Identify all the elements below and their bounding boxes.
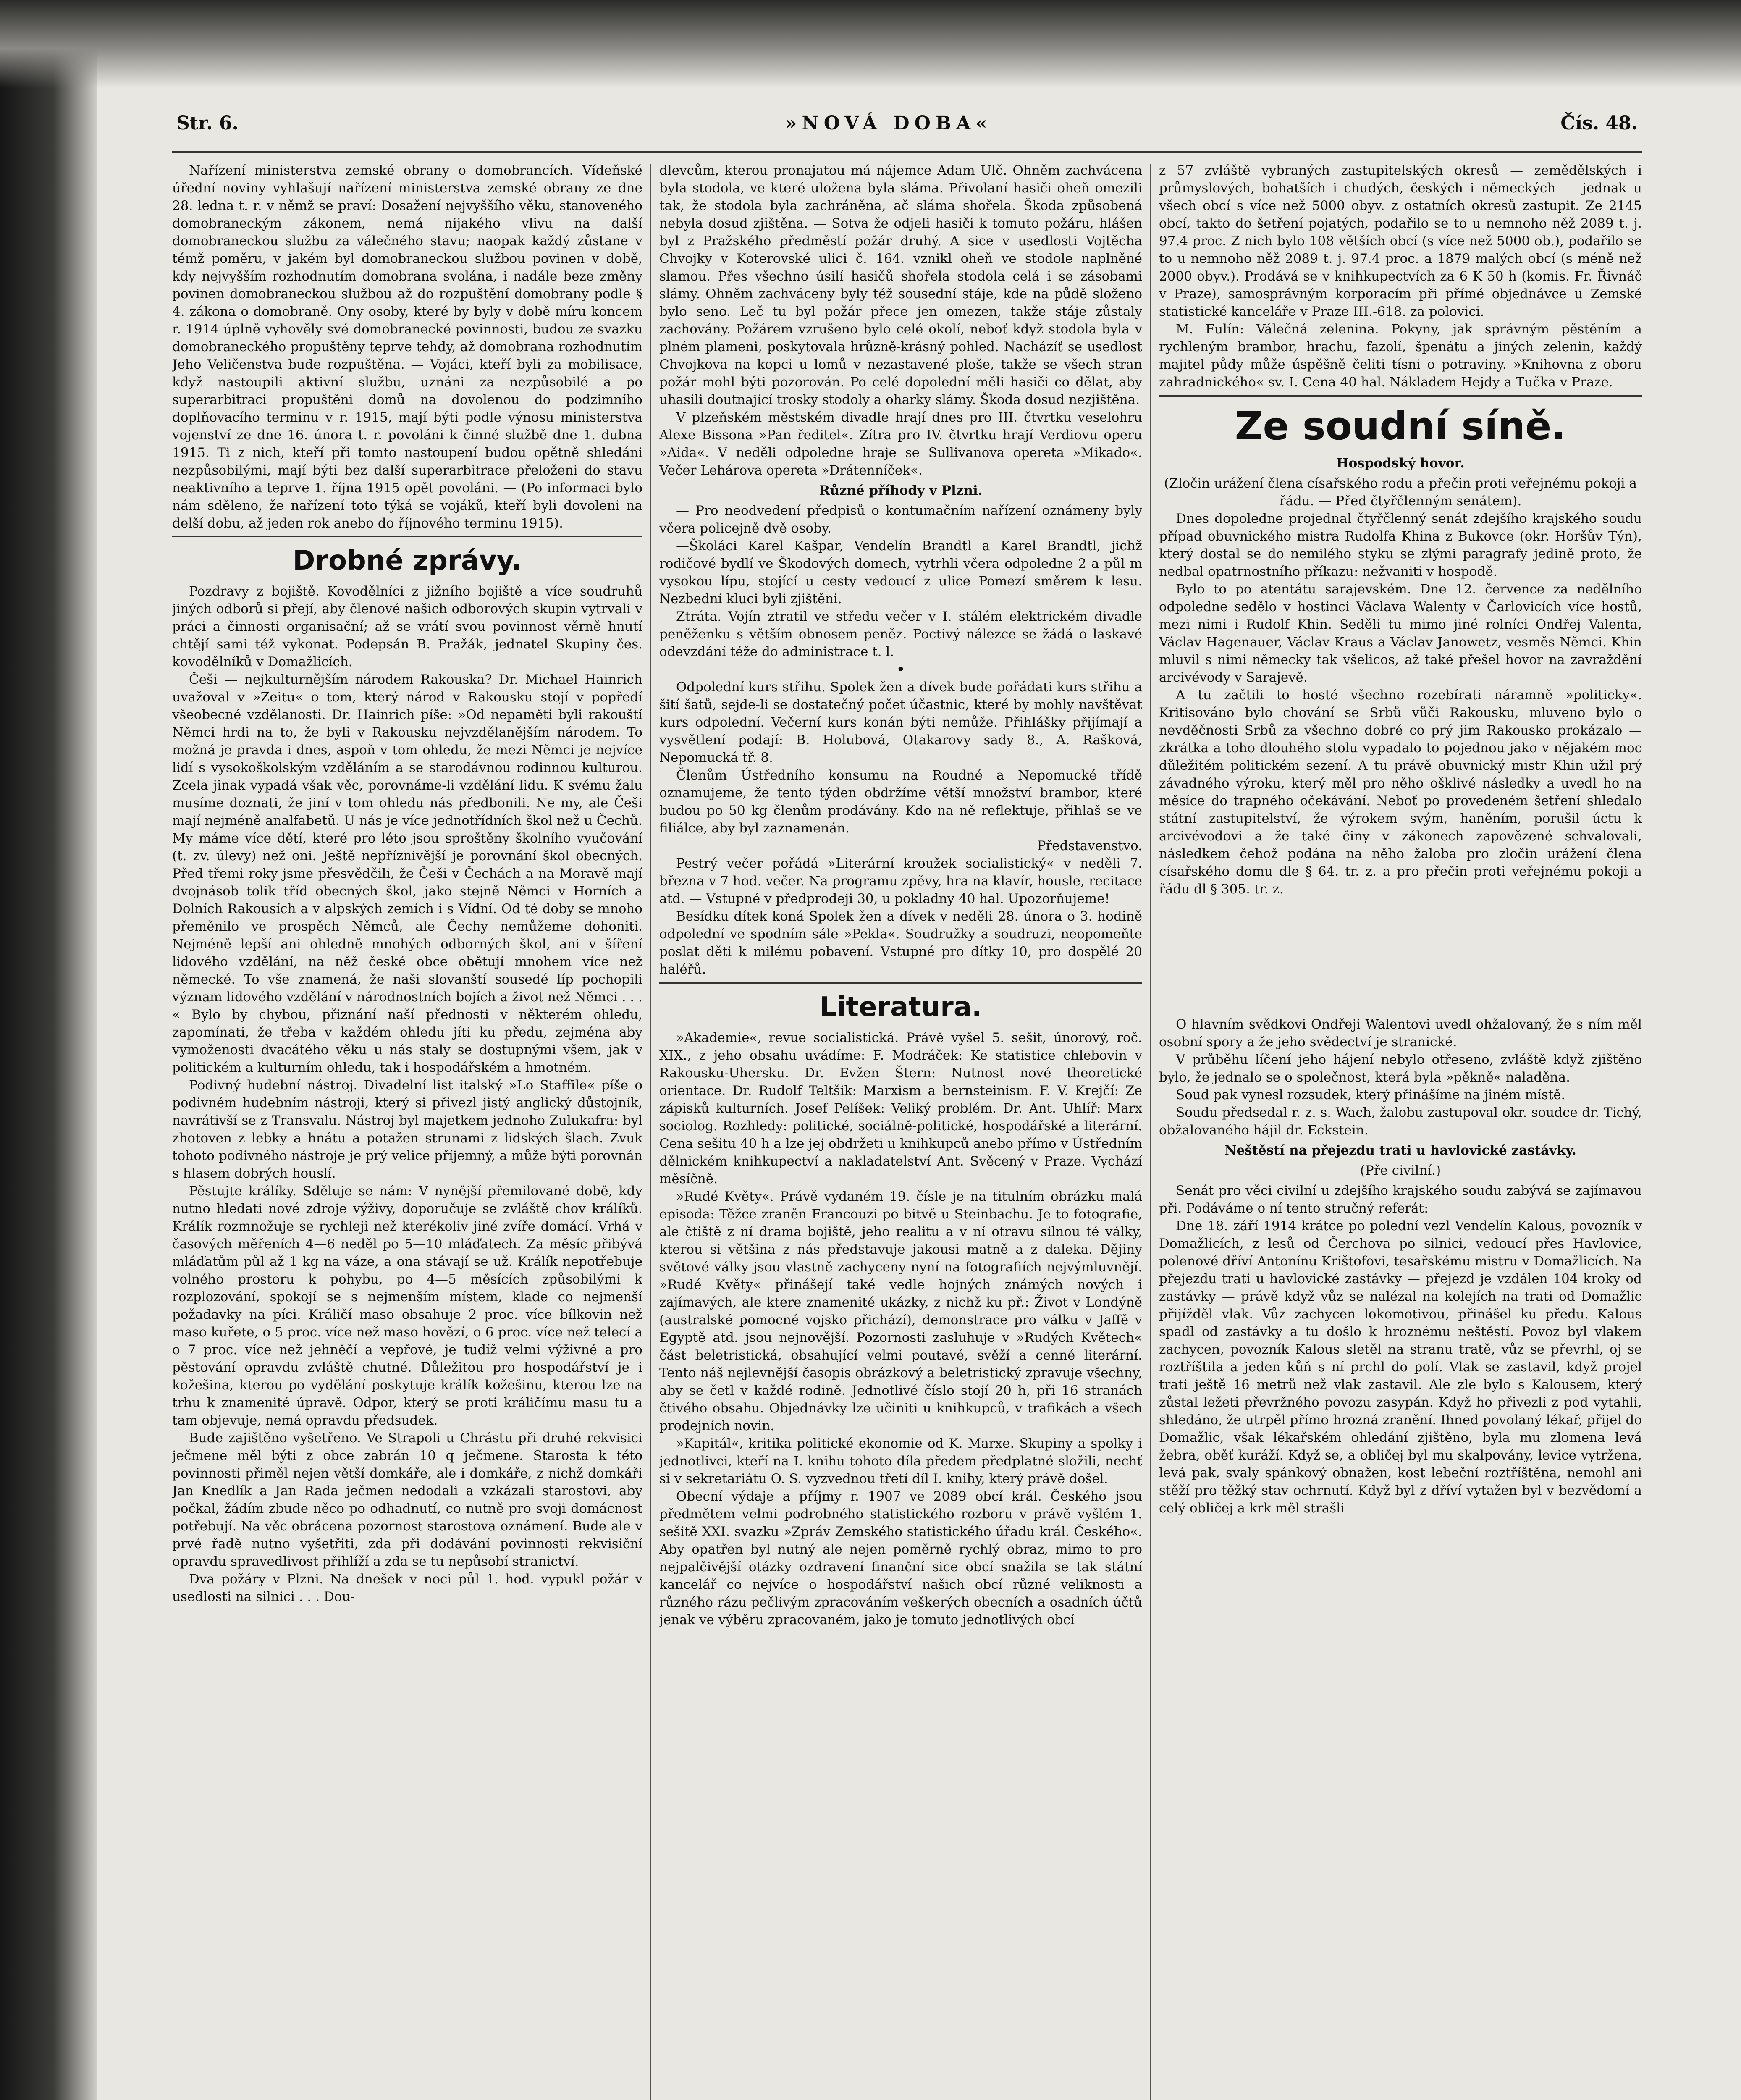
article-kraliky: Pěstujte králíky. Sděluje se nám: V nynější přemilované době, kdy nutno hledati nové zdroje výživy, doporučuje se zvláště chov králíků. Králík rozmnožuje se rychleji než kterékoliv jiné zvíře domácí. Vrhá v časových měřeních 4—6 neděl po 5—10 mláďatech. Za měsíc přibývá mláďatům půl až 1 kg na váze, a ona stávají se už. Králík nepotřebuje volného prostoru k pohybu, po 4—5 měsících způsobilými k rozplozování, spokojí se s nejmenším místem, klade co nejmenší požadavky na píci. Králičí maso obsahuje 2 proc. více bílkovin než maso kuřete, o 5 proc. více než maso hovězí, o 6 proc. více než telecí a o 7 proc. více než jehněčí a vepřové, je tudíž velmi výživné a pro pěstování opravdu zvláště chutné. Důležitou pro hospodářství je i kožešina, kterou po vydělání poskytuje králík kožešinu, kterou lze na trhu k znamenité úpravě. Odpor, který se proti králičímu masu tu a tam objevuje, nemá opravdu předsudek.	[172, 1184, 642, 1428]
article-kapital: »Kapitál«, kritika politické ekonomie od K. Marxe. Skupiny a spolky i jednotlivci, kteří na I. knihu tohoto díla předem předplatné složili, nechť si v sekretariátu O. S. vyzvednou třetí díl I. knihy, který právě došel.	[659, 1436, 1142, 1486]
article-cesi: Češi — nejkulturnějším národem Rakouska? Dr. Michael Hainrich uvažoval v »Zeitu« o tom, který národ v Rakousku stojí v popředí všeobecné vzdělanosti. Dr. Hainrich píše: »Od nepaměti byli rakouští Němci hrdi na to, že byli v Rakousku nejvzdělanějším národem. To možná je pravda i dnes, aspoň v tom ohledu, že mezi Němci je nejvíce lidí s vysokoškolským vzděláním a se starodávnou rodinnou kulturou. Zcela jinak vypadá však věc, porovnáme-li vzdělání lidu. K svému žalu musíme doznati, že jiní v tom ohledu nás předbonili. Ne my, ale Češi mají nejméně analfabetů. U nás je více jednotřídních škol než u Čechů. My máme více dětí, které pro léto jsou sproštěny školního vyučování (t. zv. úlevy) než oni. Ještě nepříznivější je porovnání škol obecných. Před třemi roky jsme přesvědčili, že Češi v Čechách a na Moravě mají dvojnásob tolik tříd obecných škol, jako stejně Němci v Horních a Dolních Rakousích a v alpských zemích i s Vídní. Od té doby se mnoho přeměnilo ve prospěch Němců, ale Čechy nemůžeme dohoniti. Nejméně lepší ani ohledně mnohých odborných škol, ani v šíření lidového vzdělání, na něž české obce obětují mnohem více než německé. To vše znamená, že naši slovanští sousedé líp pochopili význam lidového vzdělání v národnostních bojích a život než Němci . . . « Bylo by chybou, přiznání naší přednosti v některém ohledu, zapomínati, že třeba v každém ohledu jíti ku předu, zejména aby vymoženosti dvacátého věku u nás staly se dostupnými všem, jak v politickém a kulturním ohledu, tak i hospodářském a hmotném.	[172, 672, 642, 1075]
article-khin-7: Soudu předsedal r. z. s. Wach, žalobu zastupoval okr. soudce dr. Tichý, obžalovaného hájil dr. Eckstein.	[1159, 1105, 1642, 1138]
section-divider	[659, 982, 1142, 984]
article-khin-3: A tu začtili to hosté všechno rozebírati náramně »politicky«. Kritisováno bylo chování se Srbů vůči Rakousku, mluveno bylo o nevděčnosti Srbů za všechno dobré co prý jim Rakousko prokázalo — zkrátka a toho dlouhého stolu vypadalo to pojednou jako v nějakém moc důležitém politickém sezení. A tu právě obuvnický mistr Khin užil prý závadného výroku, který měl pro něho ošklivé následky a uvedl ho na měsíce do trapného očekávání. Neboť po provedeném šetření shledalo státní zastupitelství, že výrokem svým, haněním, porušil úctu k arcivévodovi a že také činy v zákonech zapovězené schvalovali, následkem čehož podána na něho žaloba pro zločin urážení člena císařského domu dle § 64. tr. z. a pro přečin proti veřejnému pokoji a řádu dl § 305. tr. z.	[1159, 688, 1642, 897]
blank-space	[1159, 898, 1642, 1016]
article-obecni-vydaje: Obecní výdaje a příjmy r. 1907 ve 2089 obcí král. Českého jsou předmětem velmi podrobného statistického rozboru v právě vyšlém 1. sešitě XXI. svazku »Zpráv Zemského statistického úřadu král. Českého«. Aby opatřen byl nutný ale nejen poměrně rychlý obraz, mimo to pro nejpalčivější otázky ozdravení finanční sice obcí snažila se tak státní kancelář co nejvíce o hospodářství našich obcí různé veliknosti a různého rázu pečlivým zpracováním veškerých obecních a osadních účtů jenak ve výběru zpracovaném, jako je tomuto jednotlivých obcí	[659, 1489, 1142, 1628]
article-khin-1: Dnes dopoledne projednal čtyřčlenný senát zdejšího krajského soudu případ obuvnického mistra Rudolfa Khina z Bukovce (okr. Horšův Týn), který dostal se do nemilého styku se zlými paragrafy jedině proto, že nedbal opatrnostního příkazu: nežvaniti v hospodě.	[1159, 511, 1642, 579]
article-khin-5: V průběhu líčení jeho hájení nebylo otřeseno, zvláště když zjištěno bylo, že jednalo se o společnost, která byla »pěkně« naladěna.	[1159, 1052, 1642, 1085]
case-lead: (Zločin urážení člena císařského rodu a přečin proti veřejnému pokoji a řádu. — Před čtyřčlenným senátem).	[1164, 476, 1637, 509]
issue-number: Čís. 48.	[1560, 113, 1638, 134]
subheading-hospodsky-hovor: Hospodský hovor.	[1336, 456, 1465, 471]
page-header	[176, 113, 1638, 146]
article-khin-6: Soud pak vynesl rozsudek, který přinášíme na jiném místě.	[1176, 1087, 1565, 1102]
header-rule	[172, 151, 1642, 153]
column-divider	[1150, 164, 1151, 2100]
article-valecna-zelenina: M. Fulín: Válečná zelenina. Pokyny, jak správným pěstěním a rychleným brambor, hrachu, fazolí, špenátu a jiných zelenin, každý majitel půdy může úspěšně čeliti tísni o potraviny. »Knihovna z oboru zahradnického« sv. I. Cena 40 hal. Nákladem Hejdy a Tučka v Praze.	[1159, 322, 1642, 390]
article-kurs-strihu: Odpolední kurs střihu. Spolek žen a dívek bude pořádati kurs střihu a šití šatů, sejde-li se dostatečný počet účastnic, které by mohly navštěvat kurs odpolední. Večerní kurs konán býti nemůže. Přihlášky přijímají a vysvětlení podají: B. Holubová, Otakarovy sady 8., A. Rašková, Nepomucká tř. 8.	[659, 680, 1142, 765]
newspaper-title: »NOVÁ DOBA«	[785, 113, 992, 134]
subheading-civilni: (Pře civilní.)	[1360, 1163, 1441, 1178]
section-divider	[1159, 395, 1642, 397]
article-kontumace: — Pro neodvedení předpisů o kontumačním nařízení oznámeny byly včera policejně dvě osoby.	[659, 503, 1142, 536]
article-dva-pozary: Dva požáry v Plzni. Na dnešek v noci půl 1. hod. vypukl požár v usedlosti na silnici . . . Dou-	[172, 1572, 642, 1604]
article-domobrana: Nařízení ministerstva zemské obrany o domobrancích. Vídeňské úřední noviny vyhlašují nařízení ministerstva zemské obrany ze dne 28. ledna t. r. v němž se praví: Dosažení nejvyššího věku, stanoveného domobraneckým zákonem, nemá nijakého vlivu na další domobraneckou službu za válečného stavu; naopak každý zůstane v témž poměru, v jakém byl domobraneckou službou povinen v době, kdy nejvyšším rozhodnutím domobrana svolána, i nadále beze změny povinen domobraneckou službou až do rozpuštění domobrany podle § 4. zákona o domobraně. Ony osoby, které by byly v době míru koncem r. 1914 úplně vyhověly své domobranecké povinnosti, budou ze svazku domobraneckého propuštěny teprve tehdy, až domobrana rozhodnutím Jeho Veličenstva bude rozpuštěna. — Vojáci, kteří byli za mobilisace, když nastoupili aktivní službu, uznáni za nezpůsobilé a po superarbitraci propuštěni domů na dovolenou do podzimního doplňovacího terminu v r. 1915, mají býti podle výnosu ministerstva vojenství ze dne 16. února t. r. povoláni k činné službě dne 1. dubna 1915. Ti z nich, kteří při tomto nastoupení budou opětně shledáni nezpůsobilými, mají býti bez další superarbitrace přeloženi do stavu neaktivního a teprve 1. října 1915 opět povoláni. — (Po informaci bylo nám sděleno, že nařízení toto týká se vojáků, kteří byli dovoleni na delší dobu, až jeden rok anebo do říjnového terminu 1915).	[172, 163, 642, 531]
separator-mark: •	[897, 662, 905, 677]
signature: Představenstvo.	[1037, 838, 1142, 853]
subheading-nestesti: Neštěstí na přejezdu trati u havlovické zastávky.	[1224, 1143, 1576, 1158]
section-title-soudni-sin: Ze soudní síně.	[1235, 404, 1566, 449]
section-title-literatura: Literatura.	[819, 992, 982, 1023]
article-ztrata: Ztráta. Vojín ztratil ve středu večer v I. stálém elektrickém divadle peněženku s větším obnosem peněz. Poctivý nálezce se žádá o laskavé odevzdání téže do administrace t. l.	[659, 609, 1142, 659]
article-statistika-cont: z 57 zvláště vybraných zastupitelských okresů — zemědělských i průmyslových, bohatších i chudých, českých i německých — jednak u všech obcí s více než 5000 obyv. z ostatních okresů zastupit. Ze 2145 obcí, takto do šetření pojatých, podařilo se to u nemnoho něž 2089 t. j. 97.4 proc. Z nich bylo 108 větších obcí (s více než 5000 ob.), podařilo se to u nemnoho něž 2089 t. j. 97.4 proc. a 1879 malých obcí (s méně než 2000 obyv.). Prodává se v knihkupectvích za 6 K 50 h (komis. Fr. Řivnáč v Praze), samosprávným korporacím při přímé objednávce u Zemské statistické kanceláře v Praze III.-618. za polovici.	[1159, 163, 1642, 319]
column-divider	[650, 164, 651, 2100]
article-skolaci: —Školáci Karel Kašpar, Vendelín Brandtl a Karel Brandtl, jichž rodičové bydlí ve Škodových domech, vytrhli včera odpoledne 2 a půl m vysokou lípu, stojící u cesty vedoucí z ulice Pomezí směrem k lesu. Nezbední kluci byli zjištěni.	[659, 538, 1142, 606]
article-rude-kvety: »Rudé Květy«. Právě vydaném 19. čísle je na titulním obrázku malá episoda: Těžce zraněn Francouzi po bitvě u Steinbachu. Je to fotografie, ale čtiště z ní drama bojiště, jeho realitu a v ní otravu silnou té války, kterou si většina z nás představuje jakousi matně a z daleka. Dějiny světové války jsou vlastně zachyceny nyní na fotografiích nejvýmluvnějí. »Rudé Květy« přinášejí také vedle hojných známých nových i zajímavých, ale ktere znamenité ukázky, z nichž ku př.: Život v Londýně (australské pomocné vojsko přichází), demonstrace pro válku v Jaffě v Egyptě atd. jsou nejnovější. Pozornosti zasluhuje v »Rudých Květech« část beletristická, obsahující velmi poutavé, svěží a cenné literární. Tento náš nejlevnější časopis obrázkový a beletristický zpravuje všechny, aby se četl v každé rodině. Jednotlivé číslo stojí 20 h, při 16 stranách čtivého obsahu. Objednávky lze učiniti u knihkupců, v trafikách a všech prodejních novin.	[659, 1189, 1142, 1433]
article-divadlo: V plzeňském městském divadle hrají dnes pro III. čtvrtku veselohru Alexe Bissona »Pan ředitel«. Zítra pro IV. čtvrtku hrají Verdiovu operu »Aida«. V neděli odpoledne hraje se Sullivanova opereta »Mikado«. Večer Lehárova opereta »Drátenníček«.	[659, 410, 1142, 478]
section-title-drobne-zpravy: Drobné zprávy.	[293, 545, 522, 576]
section-divider	[172, 536, 642, 538]
article-nestesti-2: Dne 18. září 1914 krátce po polední vezl Vendelín Kalous, povozník v Domažlicích, z lesů od Čerchova po silnici, vedoucí přes Havlovice, polenové dříví Antonínu Krištofovi, tesařskému mistru v Domažlicích. Na přejezdu trati u havlovické zastávky — přejezd je vzdálen 104 kroky od zastávky — právě když vůz se nalézal na kolejích na trati od Domažlic přijížděl vlak. Vůz zachycen lokomotivou, přinášel ku předu. Kalous spadl od zastávky a tu došlo k hroznému neštěstí. Povoz byl vlakem zachycen, povozník Kalous sletěl na stranu tratě, vůz se převrhl, oj se roztříštila a jeden kůň s ní prchl do polí. Vlak se zastavil, když projel trati ještě 16 metrů než vlak zastavil. Ale zle bylo s Kalousem, který zůstal ležeti převržného povozu zasypán. Když ho přivezli z pod vytahli, shledáno, že utrpěl přímo hrozná zranění. Ihned povolaný lékař, přijel do Domažlic, však lékařském ohledání zjištěno, byla mu zlomena levá žebra, oběť kuráží. Když se, a obličej byl mu skalpovány, levice vytržena, levá pak, svaly spánkový obnažen, kost lebeční roztříštěna, nemohl ani stěží pro těžký stav ochrnutí. Když byl z dříví vytažen byl v bezvědomí a celý obličej a krk měl strašli	[1159, 1218, 1642, 1516]
article-hudebni-nastroj: Podivný hudební nástroj. Divadelní list italský »Lo Staffile« píše o podivném hudebním nástroji, který si přivezl jistý anglický důstojník, navrátivší se z Transvalu. Nástroj byl majetkem jednoho Zulukafra: byl zhotoven z lebky a hnátu a potažen strunami z lidských šlach. Zvuk tohoto podivného nástroje je prý velice příjemný, a může býti porovnán s hlasem dobrých houslí.	[172, 1078, 642, 1181]
article-besidka: Besídku dítek koná Spolek žen a dívek v neděli 28. února o 3. hodině odpolední ve spodním sále »Pekla«. Soudružky a soudruzi, neopomeňte poslat děti k milému pobavení. Vstupné pro dítky 10, pro dospělé 20 haléřů.	[659, 909, 1142, 977]
article-khin-4: O hlavním svědkovi Ondřeji Walentovi uvedl ohžalovaný, že s ním měl osobní spory a že jeho svědectví je stranické.	[1159, 1017, 1642, 1050]
column-3	[1159, 162, 1642, 2100]
article-vysetreno: Bude zajištěno vyšetřeno. Ve Strapoli u Chrástu při druhé rekvisici ječmene měl býti z obce zabrán 10 q ječmene. Starosta k této povinnosti přiměl nejen větší domkáře, ale i domkáře, z nichž domkáři Jan Knedlík a Jan Rada ječmen nedodali a vzkázali starostovi, aby počkal, žádím zbude něco po odhadnutí, co nutně pro svoji domácnost potřebují. Na věc obrácena pozornost starostova oznámení. Bude ale v prvé řadě nutno vyšetřiti, zda při dodávání povinnosti rekvisiční opravdu spravedlivost přihlíží a zda se tu nepůsobí stranictví.	[172, 1431, 642, 1569]
article-konsum: Členům Ústředního konsumu na Roudné a Nepomucké třídě oznamujeme, že tento týden obdržíme větší množství brambor, které budou po 50 kg členům prodávány. Kdo na ně reflektuje, přihlaš se ve filiálce, aby byl zaznamenán.	[659, 768, 1142, 836]
article-pozdravy: Pozdravy z bojiště. Kovodělníci z jižního bojiště a více soudruhů jiných odborů si přejí, aby členové našich odborových skupin vytrvali v práci a činnosti organisační; až se vrátí svou povinnost věrně hnutí chtějí sami též vykonat. Podepsán B. Pražák, jednatel Skupiny čes. kovodělníků v Domažlicích.	[172, 584, 642, 669]
subheading-prihody: Různé příhody v Plzni.	[819, 483, 983, 498]
article-pozary-cont: dlevcům, kterou pronajatou má nájemce Adam Ulč. Ohněm zachvácena byla stodola, ve které uložena byla sláma. Přivolaní hasiči oheň omezili tak, že stodola byla zachráněna, ač sláma shořela. Škoda způsobená nebyla dosud zjištěna. — Sotva že odjeli hasiči k tomuto požáru, hlášen byl z Pražského předměstí požár druhý. A sice v usedlosti Vojtěcha Chvojky v Koterovské ulici č. 164. vznikl oheň ve stodole naplněné slamou. Přes všechno úsilí hasičů shořela stodola celá i se zásobami slámy. Ohněm zachváceny byly též sousední stáje, kde na půdě složeno bylo seno. Leč tu byl požár přece jen omezen, takže stáje zůstaly zachovány. Požárem vzrušeno bylo celé okolí, neboť když stodola byla v plném plameni, poskytovala hrůzně-krásný pohled. Nacházíť se usedlost Chvojkova na kopci u lomů v nezastavené ploše, takže se všech stran požár mohl býti pozorován. Po celé dopolední měli hasiči co dělat, aby uhasili doutnající trosky stodoly a oharky slámy. Škoda dosud nezjištěna.	[659, 163, 1142, 407]
article-khin-2: Bylo to po atentátu sarajevském. Dne 12. července za nedělního odpoledne sedělo v hostinci Václava Walenty v Čarlovicích více hostů, mezi nimi i Rudolf Khin. Seděli tu mimo jiné rolníci Ondřej Valenta, Václav Hagenauer, Václav Kraus a Václav Janowetz, vesměs Němci. Khin mluvil s nimi německy tak všelicos, až také přešel hovor na zavraždění arcivévody v Sarajevě.	[1159, 582, 1642, 685]
page-number: Str. 6.	[176, 113, 239, 134]
column-1	[172, 162, 642, 2100]
article-nestesti-1: Senát pro věci civilní u zdejšího krajského soudu zabývá se zajímavou při. Podáváme o ní tento stručný referát:	[1159, 1183, 1642, 1216]
article-akademie: »Akademie«, revue socialistická. Právě vyšel 5. sešit, únorový, roč. XIX., z jeho obsahu uvádíme: F. Modráček: Ke statistice chlebovin v Rakousku-Uhersku. Dr. Evžen Štern: Nutnost nové theoretické orientace. Dr. Rudolf Teltšik: Marxism a bernsteinism. F. V. Krejčí: Ze zápisků kulturních. Josef Pelíšek: Veliký problém. Dr. Ant. Uhlíř: Marx sociolog. Rozhledy: politické, sociálně-politické, hospodářské a literární. Cena sešitu 40 h a lze jej obdržeti u knihkupců anebo přímo v Ústředním dělnickém knihkupectví a nakladatelství Ant. Svěcený v Praze. Vychází měsíčně.	[659, 1030, 1142, 1186]
article-pestry-vecer: Pestrý večer pořádá »Literární kroužek socialistický« v neděli 7. března v 7 hod. večer. Na programu zpěvy, hra na klavír, housle, recitace atd. — Vstupné v předprodeji 30, u pokladny 40 hal. Upozorňujeme!	[659, 856, 1142, 906]
column-2	[659, 162, 1142, 2100]
